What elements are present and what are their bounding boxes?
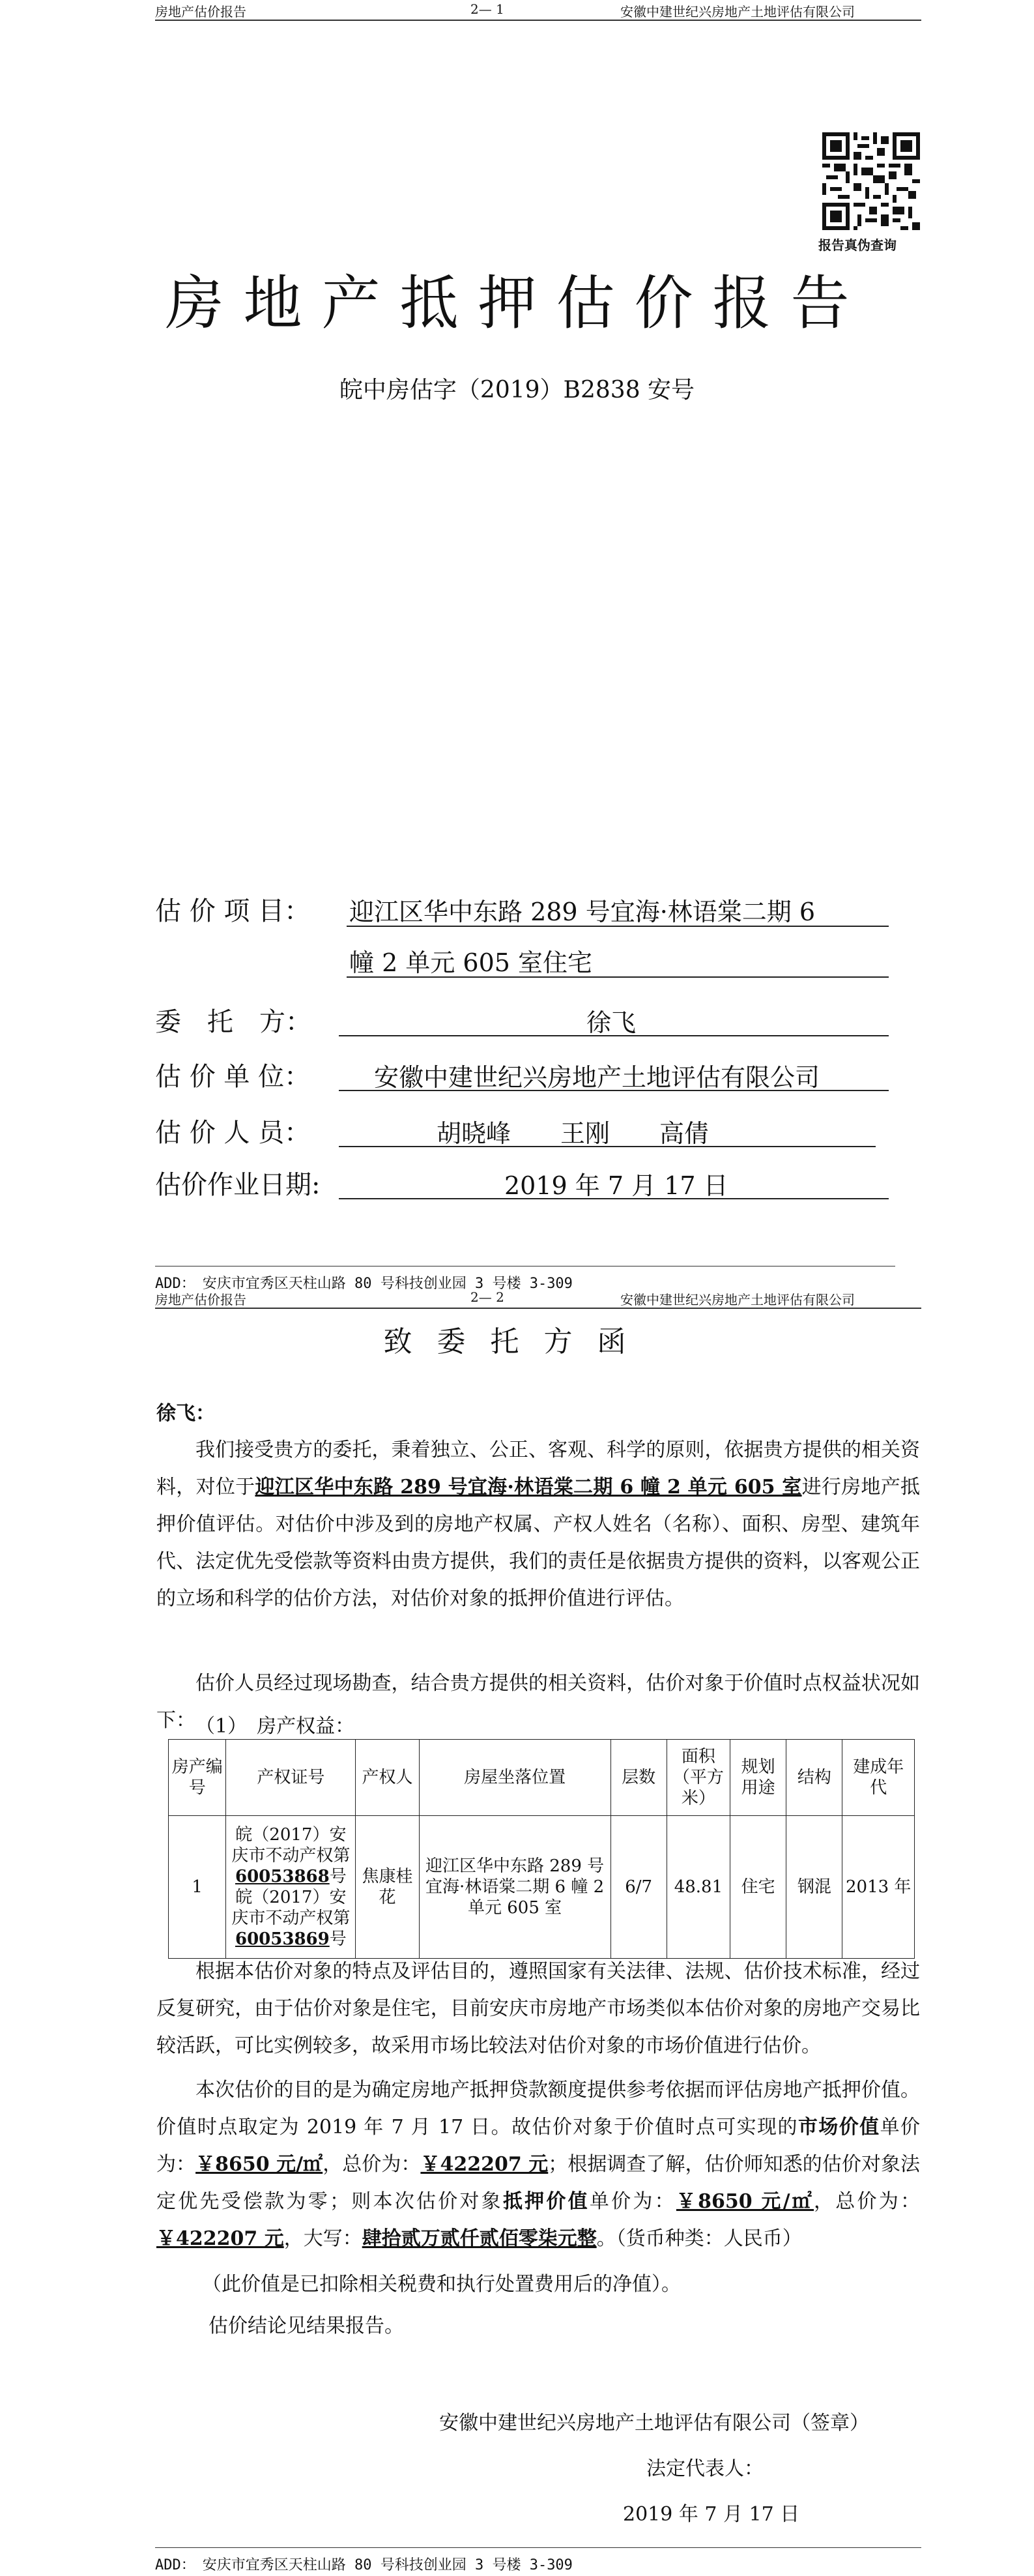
- td-cert-no: [226, 1816, 356, 1959]
- p4-amount-in-words: 肆拾贰万贰仟贰佰零柒元整: [362, 2227, 597, 2250]
- page1-header-right: 安徽中建世纪兴房地产土地评估有限公司: [620, 4, 855, 20]
- td-owner: 焦康桂花: [356, 1816, 419, 1959]
- qr-code-icon: [822, 132, 920, 230]
- signature-legal-representative: 法定代表人：: [646, 2457, 764, 2480]
- cert-a-suffix: 号: [329, 1867, 347, 1886]
- report-title: 房地产抵押估价报告: [165, 269, 869, 338]
- rights-section-title: （1） 房产权益：: [195, 1715, 355, 1738]
- th-floors: 层数: [610, 1740, 667, 1816]
- page2-header-right: 安徽中建世纪兴房地产土地评估有限公司: [620, 1292, 855, 1308]
- p4-text-h: 。（货币种类：人民币）: [596, 2227, 802, 2250]
- td-use: 住宅: [730, 1816, 786, 1959]
- table-header-row: [169, 1740, 915, 1816]
- signature-company: 安徽中建世纪兴房地产土地评估有限公司（签章）: [439, 2412, 869, 2435]
- letter-title: 致委托方函: [383, 1325, 651, 1358]
- p1-location: 迎江区华中东路 289 号宜海·林语棠二期 6 幢 2 单元 605 室: [255, 1476, 802, 1499]
- letter-paragraph-5: （此价值是已扣除相关税费和执行处置费用后的净值）。: [202, 2273, 681, 2296]
- letter-salutation: 徐飞：: [156, 1402, 215, 1425]
- letter-paragraph-3: 根据本估价对象的特点及评估目的，遵照国家有关法律、法规、估价技术标准，经过反复研究，由于估价对象是住宅，目前安庆市房地产市场类似本估价对象的房地产交易比较活跃，可比实例较多，故采用市场比较法对估价对象的市场价值进行估价。: [156, 1960, 920, 2057]
- td-property-no: 1: [169, 1816, 226, 1959]
- p4-text-a: 本次估价的目的是为确定房地产抵押贷款额度提供参考依据而评估房地产抵押价值。价值时点取定为 2019 年 7 月 17 日。故估价对象于价值时点可实现的: [156, 2079, 920, 2139]
- qr-caption: 报告真伪查询: [818, 237, 897, 253]
- p1-text-a: 我们接受贵方的委托，秉着独立、公正、客观、科学的原则，依据贵方提供的相关资料，对位于: [156, 1439, 920, 1499]
- property-rights-table: [168, 1739, 915, 1959]
- p4-market-value: 市场价值: [797, 2116, 880, 2139]
- p4-mortgage-value: 抵押价值: [502, 2190, 590, 2213]
- letter-paragraph-2: 估价人员经过现场勘查，结合贵方提供的相关资料，估价对象于价值时点权益状况如下：: [156, 1672, 920, 1732]
- p4-text-g: ，大写：: [283, 2227, 362, 2250]
- p4-total-price-1: ￥422207 元: [420, 2153, 549, 2176]
- info-label-work-date: 估价作业日期:: [155, 1170, 321, 1200]
- td-floors: 6/7: [610, 1816, 667, 1959]
- report-document-number: 皖中房估字（2019）B2838 安号: [339, 377, 695, 403]
- th-area: 面积（平方米）: [667, 1740, 730, 1816]
- info-value-appraiser-company: 安徽中建世纪兴房地产土地评估有限公司: [374, 1063, 820, 1092]
- info-underline-project-1: [347, 926, 889, 927]
- td-structure: 钢混: [786, 1816, 842, 1959]
- info-value-project-line2: 幢 2 单元 605 室住宅: [349, 948, 593, 977]
- th-property-no: 房产编号: [169, 1740, 226, 1816]
- info-label-project: 估 价 项 目：: [155, 896, 311, 926]
- p4-unit-price-1: ￥8650 元/㎡: [195, 2153, 323, 2176]
- th-use: 规划用途: [730, 1740, 786, 1816]
- cert-b-prefix: 皖（2017）安庆市不动产权第: [231, 1888, 351, 1928]
- info-underline-work-date: [339, 1198, 889, 1199]
- info-underline-appraiser-company: [339, 1090, 889, 1091]
- cert-a-number: 60053868: [235, 1867, 330, 1886]
- td-area: 48.81: [667, 1816, 730, 1959]
- p4-text-d: ；根据调查了解，估价师知悉的估价对象法定优先受偿款为零；则本次估价对象: [156, 2153, 921, 2213]
- page1-header-page-number: 2— 1: [470, 1, 504, 17]
- td-location: 迎江区华中东路 289 号宜海·林语棠二期 6 幢 2 单元 605 室: [419, 1816, 610, 1959]
- info-underline-appraisers: [339, 1146, 876, 1147]
- th-year: 建成年代: [842, 1740, 915, 1816]
- p4-total-price-2: ￥422207 元: [156, 2227, 284, 2250]
- p4-text-e: 单价为：: [589, 2190, 676, 2213]
- page2-header-rule: [155, 1308, 921, 1309]
- letter-paragraph-1: [156, 1431, 920, 1617]
- p4-text-c: ，总价为：: [323, 2153, 421, 2176]
- p4-unit-price-2: ￥8650 元/㎡: [676, 2190, 814, 2213]
- info-label-appraisers: 估 价 人 员：: [155, 1118, 311, 1148]
- page1-header-rule: [155, 20, 921, 21]
- p4-text-f: ，总价为：: [814, 2190, 921, 2213]
- p1-text-b: 进行房地产抵押价值评估。对估价中涉及到的房地产权属、产权人姓名（名称）、面积、房型、建筑年代、法定优先受偿款等资料由贵方提供，我们的责任是依据贵方提供的资料，以客观公正的立场和科学的估价方法，对估价对象的抵押价值进行评估。: [156, 1476, 921, 1610]
- table-row: [169, 1816, 915, 1959]
- signature-date: 2019 年 7 月 17 日: [623, 2503, 800, 2526]
- td-year: 2013 年: [842, 1816, 915, 1959]
- info-label-client: 委 托 方：: [155, 1007, 311, 1037]
- cert-b-number: 60053869: [235, 1929, 330, 1949]
- cert-a-prefix: 皖（2017）安庆市不动产权第: [231, 1825, 351, 1866]
- info-underline-client: [339, 1035, 889, 1036]
- page1-footer-address: ADD： 安庆市宜秀区天柱山路 80 号科技创业园 3 号楼 3-309: [155, 1276, 573, 1292]
- th-location: 房屋坐落位置: [419, 1740, 610, 1816]
- page2-footer-rule: [155, 2547, 921, 2548]
- info-value-work-date: 2019 年 7 月 17 日: [504, 1171, 728, 1200]
- info-underline-project-2: [347, 976, 889, 978]
- p4-text-b: 单价为：: [156, 2116, 920, 2176]
- info-value-project-line1: 迎江区华中东路 289 号宜海·林语棠二期 6: [349, 898, 816, 926]
- th-cert-no: 产权证号: [226, 1740, 356, 1816]
- info-label-appraiser-company: 估 价 单 位：: [155, 1062, 311, 1092]
- page2-header-page-number: 2— 2: [470, 1289, 504, 1305]
- cert-b-suffix: 号: [329, 1929, 347, 1949]
- letter-paragraph-6: 估价结论见结果报告。: [208, 2315, 404, 2337]
- page2-footer-address: ADD： 安庆市宜秀区天柱山路 80 号科技创业园 3 号楼 3-309: [155, 2557, 573, 2573]
- page1-header-left: 房地产估价报告: [155, 4, 246, 20]
- letter-paragraph-4: [156, 2071, 920, 2257]
- th-owner: 产权人: [356, 1740, 419, 1816]
- info-value-client: 徐飞: [586, 1008, 637, 1037]
- page2-header-left: 房地产估价报告: [155, 1292, 246, 1308]
- th-structure: 结构: [786, 1740, 842, 1816]
- info-value-appraisers: 胡晓峰 王刚 高倩: [437, 1119, 710, 1148]
